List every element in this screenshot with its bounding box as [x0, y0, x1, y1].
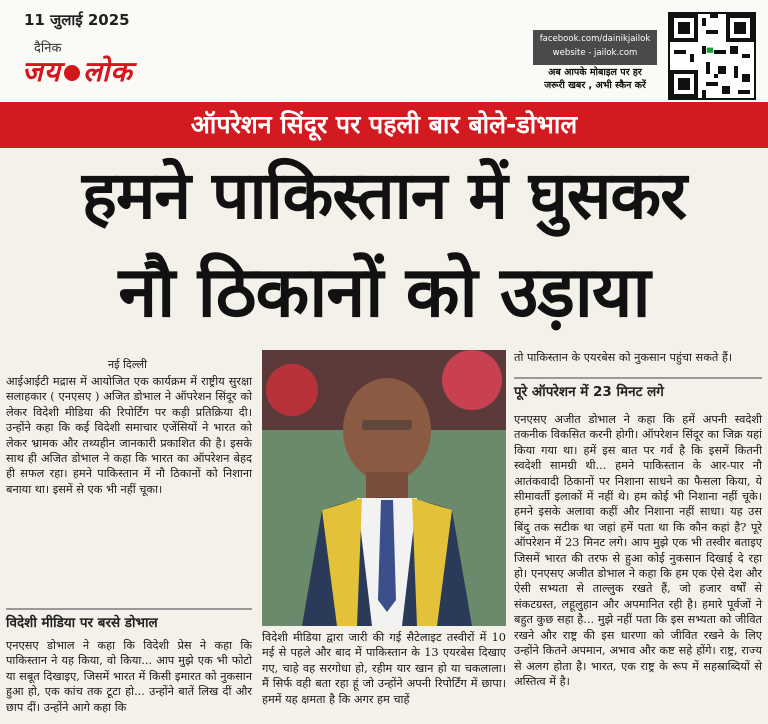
left-subheading: विदेशी मीडिया पर बरसे डोभाल — [6, 608, 252, 631]
dateline: नई दिल्ली — [108, 358, 147, 371]
right-subheading: पूरे ऑपरेशन में 23 मिनट लगे — [514, 377, 762, 400]
newspaper-logo — [22, 52, 133, 90]
main-headline-line-2: नौ ठिकानों को उड़ाया — [118, 251, 650, 333]
article-right-top: तो पाकिस्तान के एयरबेस को नुकसान पहुंचा सकते हैं। — [514, 351, 733, 364]
qr-promo-text — [525, 66, 665, 92]
logo-dot-icon — [64, 65, 80, 81]
article-left-body: आईआईटी मद्रास में आयोजित एक कार्यक्रम में राष्ट्रीय सुरक्षा सलाहकार ( एनएसए ) अजित डोभाल ने ऑपरेशन सिंदूर को लेकर विदेशी मीडिया की रिपोर्टिंग पर कड़ी प्रतिक्रिया दी। उन्होंने कहा कि कई विदेशी समाचार एजेंसियों ने भारत को लेकर भ्रामक और तथ्यहीन जानकारी प्रकाशित की है। इसके साथ ही अजित डोभाल ने कहा कि भारत का ऑपरेशन बेहद ही सफल रहा। हमने पाकिस्तान में नौ ठिकानों को निशाना बनाया था। इसमें से एक भी नहीं चूका। — [6, 375, 252, 496]
logo-part1: जय — [22, 55, 62, 88]
social-box — [533, 30, 657, 65]
facebook-link[interactable]: facebook.com/dainikjailok — [539, 34, 651, 44]
main-headline-line-1: हमने पाकिस्तान में घुसकर — [81, 157, 687, 234]
publication-date: 11 जुलाई 2025 — [24, 11, 130, 29]
promo-line-1: अब आपके मोबाइल पर हर — [548, 67, 642, 78]
website-link[interactable]: website - jailok.com — [552, 48, 638, 58]
article-right-body: एनएसए अजीत डोभाल ने कहा कि हमें अपनी स्वदेशी तकनीक विकसित करनी होगी। ऑपरेशन सिंदूर का जिक्र यहां किया गया था। हमें इस बात पर गर्व है कि इसमें कितनी स्वदेशी सामग्री थी... हमने पाकिस्तान के आर-पार नौ आतंकवादी ठिकानों पर निशाना साधने का फैसला किया, ये सीमावर्ती इलाकों में नहीं थे। हम कोई भी निशाना नहीं चूके। हमने इसके अलावा कहीं और निशाना नहीं साधा। यह उस बिंदु तक सटीक था जहां हमें पता था कि कौन कहां है? पूरे ऑपरेशन में 23 मिनट लगे। आप मुझे एक भी तस्वीर बताइए जिसमें भारत की तरफ से हुआ कोई नुकसान दिखाई दे रहा हो। एनएसए अजीत डोभाल ने कहा कि हम एक ऐसे देश और ऐसी सभ्यता से ताल्लुक रखते हैं, जो हजार वर्षों से संकटग्रस्त, लहूलुहान और अपमानित रही है। हमारे पूर्वजों ने बहुत कुछ सहा है... मुझे नहीं पता कि इस सभ्यता को जीवित रखने और राष्ट्र की इस धारणा को जीवित रखने के लिए उन्होंने कितने अपमान, अभाव और कष्ट सहे होंगे। राष्ट्र, राज्य से अलग होता है। भारत, एक राष्ट्र के रूप में सहस्राब्दियों से अस्तित्व में है। — [514, 413, 762, 688]
logo-daily-label: दैनिक — [34, 41, 62, 56]
qr-code-icon[interactable] — [668, 12, 756, 100]
banner-headline: ऑपरेशन सिंदूर पर पहली बार बोले-डोभाल — [0, 102, 768, 148]
news-photo — [262, 350, 506, 626]
promo-line-2: जरूरी खबर , अभी स्कैन करें — [544, 80, 646, 91]
photo-caption: विदेशी मीडिया द्वारा जारी की गई सैटेलाइट तस्वीरों में 10 मई से पहले और बाद में पाकिस्तान के 13 एयरबेस दिखाए गए, चाहे वह सरगोधा हो, रहीम यार खान हो या चकलाला। मैं सिर्फ वही बता रहा हूं जो उन्होंने अपनी रिपोर्टिंग में छापा। हममें यह क्षमता है कि अगर हम चाहें — [262, 631, 506, 706]
article-left-body-2: एनएसए डोभाल ने कहा कि विदेशी प्रेस ने कहा कि पाकिस्तान ने यह किया, वो किया... आप मुझे एक भी फोटो या सबूत दिखाइए, जिसमें भारत में किसी इमारत को नुकसान हुआ हो, एक कांच तक टूटा हो... उन्होंने बातें लिख दीं और छाप दीं। उन्होंने आगे कहा कि — [6, 639, 252, 714]
logo-part2: लोक — [83, 55, 133, 88]
